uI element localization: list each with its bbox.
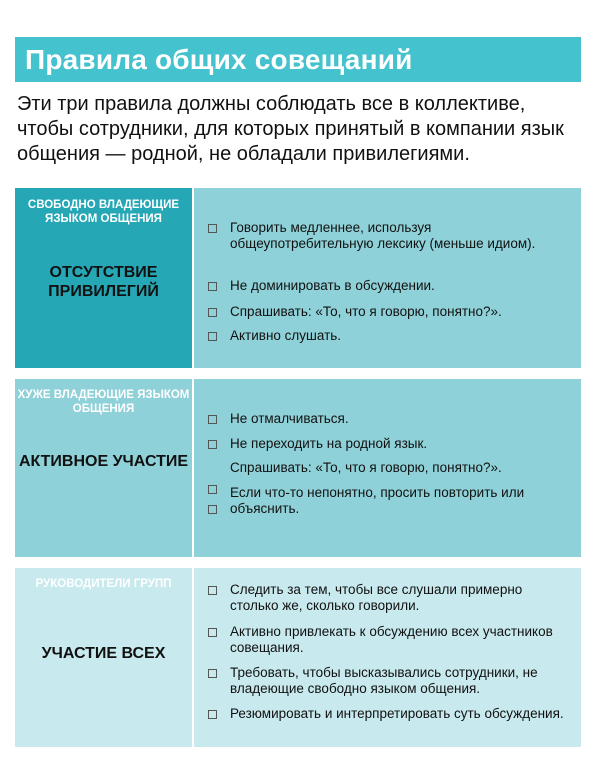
checkbox-icon [208, 669, 217, 678]
rule-section-less-fluent-speakers [15, 379, 581, 557]
principle-label: УЧАСТИЕ ВСЕХ [41, 645, 166, 662]
checkbox-icon [208, 440, 217, 449]
checkbox-icon [208, 628, 217, 637]
checkbox-icon [208, 282, 217, 291]
rules-panel: Следить за тем, чтобы все слушали примерно столько же, сколько говорили. Активно привлекать к обсуждению всех участников совещания. Требовать, чтобы высказывались сотрудники, не владеющие свободно языком общения. Резюмировать и интерпретировать суть обсуждения. [194, 568, 581, 747]
intro-text: Эти три правила должны соблюдать все в коллективе, чтобы сотрудники, для которых принятый в компании язык общения — родной, не обладали привилегиями. [17, 93, 564, 165]
role-panel [15, 188, 192, 368]
principle-label: ОТСУТСТВИЕ ПРИВИЛЕГИЙ [48, 264, 159, 300]
rule-section-group-leaders [15, 568, 581, 747]
checkbox-icon [208, 308, 217, 317]
checkbox-icon [208, 505, 217, 514]
checkbox-icon [208, 332, 217, 341]
role-label: ХУЖЕ ВЛАДЕЮЩИЕ ЯЗЫКОМ ОБЩЕНИЯ [17, 389, 190, 415]
checkbox-icon [208, 710, 217, 719]
checkbox-icon [208, 415, 217, 424]
role-panel [15, 379, 192, 557]
role-label: РУКОВОДИТЕЛИ ГРУПП [35, 578, 172, 590]
checkbox-icon [208, 224, 217, 233]
principle-label: АКТИВНОЕ УЧАСТИЕ [18, 453, 189, 470]
role-label: СВОБОДНО ВЛАДЕЮЩИЕ ЯЗЫКОМ ОБЩЕНИЯ [27, 199, 180, 225]
checkbox-icon [208, 586, 217, 595]
role-panel [15, 568, 192, 747]
rule-section-fluent-speakers [15, 188, 581, 368]
checkbox-icon [208, 485, 217, 494]
rules-panel: Говорить медленнее, используя общеупотребительную лексику (меньше идиом). Не доминировать в обсуждении. Спрашивать: «То, что я говорю, понятно?». Активно слушать. [194, 188, 581, 368]
page-title: Правила общих совещаний [15, 37, 581, 82]
rules-panel: Не отмалчиваться. Не переходить на родной язык. Спрашивать: «То, что я говорю, понятно?». Если что-то непонятно, просить повторить или объяснить. [194, 379, 581, 557]
